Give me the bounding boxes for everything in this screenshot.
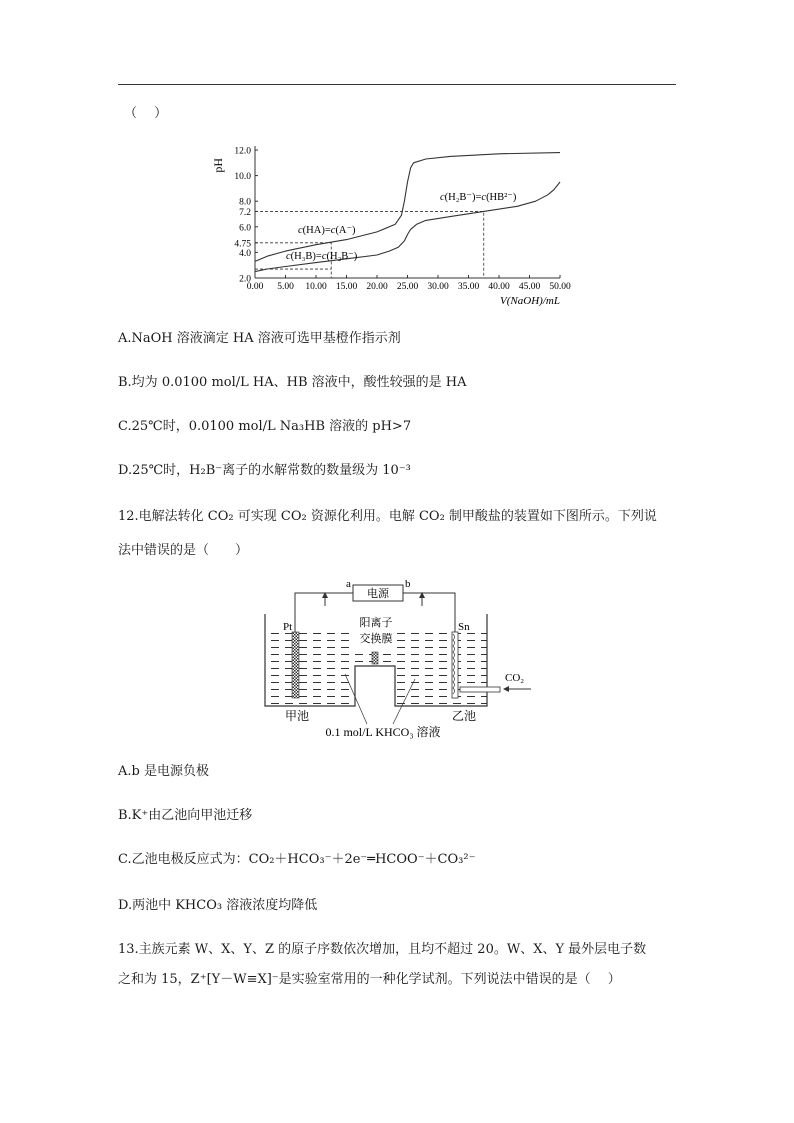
header-rule (118, 84, 676, 85)
co2-arrow-head (503, 686, 509, 692)
cation-exchange-membrane (372, 652, 378, 664)
y-tick-label: 4.75 (234, 239, 251, 250)
q12-option-d: D.两池中 KHCO₃ 溶液浓度均降低 (118, 898, 318, 913)
x-axis-label: V(NaOH)/mL (500, 295, 560, 307)
answer-paren: （ ） (124, 106, 168, 121)
x-tick-label: 20.00 (366, 282, 388, 292)
q11-option-d: D.25℃时，H₂B⁻离子的水解常数的数量级为 10⁻³ (118, 463, 411, 478)
right-pool-liquid (395, 630, 487, 706)
wire-left (295, 593, 353, 632)
annotation-h2b-hb: c(H₂B⁻)=c(HB²⁻) (440, 192, 517, 203)
x-tick-label: 15.00 (335, 282, 358, 292)
x-tick-label: 10.00 (305, 282, 327, 292)
x-tick-label: 35.00 (457, 282, 480, 292)
pt-electrode (292, 632, 299, 698)
x-tick-label: 45.00 (518, 282, 541, 292)
q12-option-c: C.乙池电极反应式为：CO₂＋HCO₃⁻＋2e⁻═HCOO⁻＋CO₃²⁻ (118, 852, 476, 867)
y-tick-label: 7.2 (239, 207, 251, 218)
q11-option-a: A.NaOH 溶液滴定 HA 溶液可选甲基橙作指示剂 (118, 331, 401, 346)
q11-option-b: B.均为 0.0100 mol/L HA、HB 溶液中，酸性较强的是 HA (118, 375, 467, 390)
titration-chart (200, 140, 600, 308)
q13-stem-line2: 之和为 15，Z⁺[Y－W≡X]⁻是实验室常用的一种化学试剂。下列说法中错误的是（ ） (118, 972, 621, 987)
y-tick-label: 6.0 (239, 223, 251, 234)
q12-option-b: B.K⁺由乙池向甲池迁移 (118, 808, 253, 823)
right-pool-label: 乙池 (452, 709, 477, 723)
co2-label: CO₂ (505, 672, 525, 684)
sn-label: Sn (458, 621, 470, 633)
q12-stem-line1: 12.电解法转化 CO₂ 可实现 CO₂ 资源化利用。电解 CO₂ 制甲酸盐的装置如下图所示。下列说 (118, 509, 657, 524)
y-tick-label: 12.0 (234, 146, 251, 157)
q12-option-a: A.b 是电源负极 (118, 764, 209, 779)
wire-right (403, 593, 455, 632)
y-tick-label: 10.0 (234, 172, 251, 183)
annotation-ha-a: c(HA)=c(A⁻) (298, 225, 356, 236)
electrolysis-diagram (255, 574, 535, 740)
q11-option-c: C.25℃时，0.0100 mol/L Na₃HB 溶液的 pH>7 (118, 419, 412, 434)
power-supply-label: 电源 (367, 588, 389, 600)
x-tick-label: 50.00 (549, 282, 571, 292)
q12-stem-line2: 法中错误的是（ ） (118, 543, 249, 558)
left-pool-liquid (265, 630, 355, 706)
x-tick-label: 30.00 (427, 282, 449, 292)
q13-stem-line1: 13.主族元素 W、X、Y、Z 的原子序数依次增加，且均不超过 20。W、X、Y 最外层电子数 (118, 942, 647, 957)
reference-line-7-2 (255, 211, 484, 278)
x-tick-label: 25.00 (396, 282, 419, 292)
membrane-label-1: 阳离子 (359, 617, 393, 629)
x-tick-label: 40.00 (488, 282, 510, 292)
x-tick-label: 0.00 (246, 282, 264, 292)
y-tick-label: 4.0 (239, 248, 251, 259)
x-tick-label: 5.00 (277, 282, 294, 292)
annotation-h3b-h2b: c(H₃B)=c(H₂B⁻) (286, 251, 358, 262)
terminal-b-label: b (405, 578, 411, 590)
membrane-label-2: 交换膜 (359, 633, 393, 645)
left-pool-label: 甲池 (285, 709, 310, 723)
terminal-a-label: a (346, 578, 351, 590)
y-axis-label: pH (211, 158, 225, 173)
solution-label: 0.1 mol/L KHCO₃ 溶液 (325, 725, 441, 739)
co2-inlet-tube (460, 687, 500, 692)
y-tick-label: 2.0 (239, 274, 251, 285)
y-tick-label: 8.0 (239, 197, 251, 208)
pt-label: Pt (283, 621, 293, 633)
